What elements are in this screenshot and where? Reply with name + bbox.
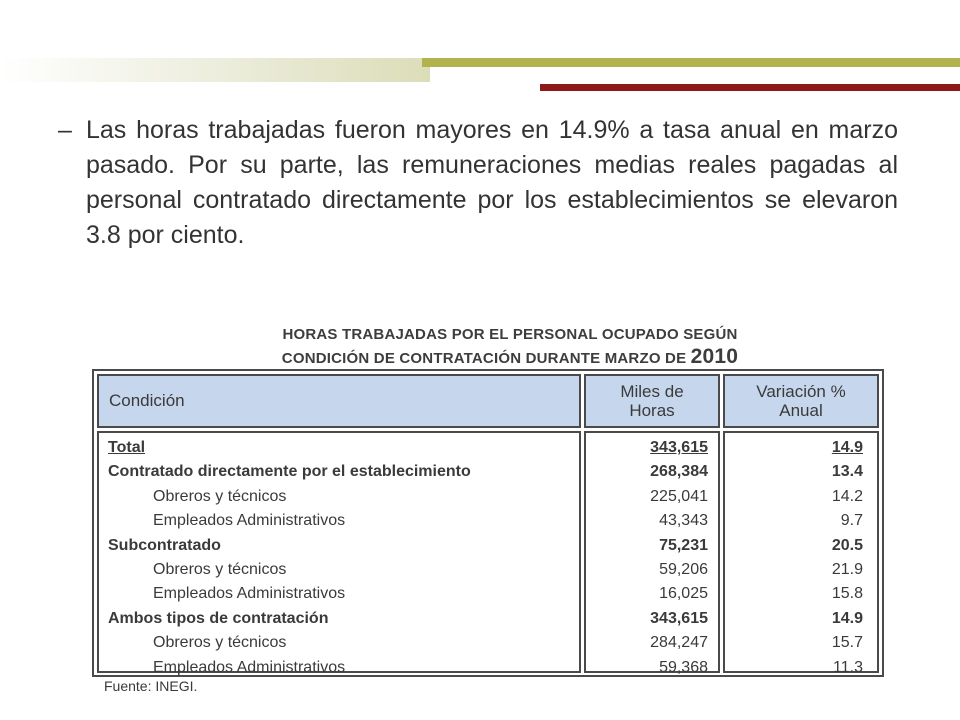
bullet-text: Las horas trabajadas fueron mayores en 14.9% a tasa anual en marzo pasado. Por su parte, las remuneraciones medias reales pagadas al personal contratado directamente por los establecimientos se elevaron 3.8 por ciento.	[86, 116, 898, 249]
row-variation: 14.9	[831, 439, 863, 456]
header-condition: Condición	[97, 374, 581, 428]
row-variation: 14.2	[831, 487, 863, 505]
table-title-line1: HORAS TRABAJADAS POR EL PERSONAL OCUPADO SEGÚN	[282, 326, 738, 343]
header-olive-bar	[422, 58, 960, 67]
row-label: Ambos tipos de contratación	[108, 609, 329, 627]
header-miles-horas	[584, 374, 720, 428]
row-label: Empleados Administrativos	[153, 585, 346, 603]
row-miles: 343,615	[650, 439, 708, 456]
row-label: Obreros y técnicos	[153, 634, 287, 652]
header-miles-line2: Horas	[629, 401, 675, 420]
row-variation: 11.3	[833, 658, 863, 676]
row-miles: 268,384	[650, 463, 708, 481]
row-label: Contratado directamente por el establecimiento	[108, 463, 471, 481]
table-title-line2	[150, 346, 870, 370]
table-title	[150, 324, 870, 370]
header-var-line2: Anual	[779, 401, 823, 420]
row-miles: 59,368	[659, 658, 708, 676]
header-var-line1: Variación %	[756, 382, 846, 401]
row-miles: 16,025	[659, 585, 708, 603]
table-title-line2-text: CONDICIÓN DE CONTRATACIÓN DURANTE MARZO DE	[281, 350, 687, 367]
row-variation: 9.7	[840, 512, 863, 530]
row-variation: 14.9	[831, 609, 863, 627]
row-variation: 15.7	[831, 634, 863, 652]
header-variacion	[723, 374, 879, 428]
row-miles: 43,343	[659, 512, 708, 530]
table-source: Fuente: INEGI.	[104, 678, 198, 694]
variation-column	[723, 431, 879, 676]
row-miles: 284,247	[650, 634, 708, 652]
row-label: Total	[108, 439, 146, 456]
miles-column	[584, 431, 720, 676]
bullet-paragraph	[58, 113, 898, 253]
row-miles: 59,206	[659, 560, 708, 578]
header-gradient-bar	[0, 58, 430, 82]
row-label: Empleados Administrativos	[153, 512, 346, 530]
row-label: Obreros y técnicos	[153, 560, 287, 578]
row-variation: 13.4	[831, 463, 863, 481]
hours-table	[92, 369, 884, 677]
row-variation: 15.8	[831, 585, 863, 603]
table-title-year: 2010	[690, 345, 739, 368]
bullet-dash: –	[58, 116, 72, 144]
row-miles: 343,615	[650, 609, 708, 627]
row-variation: 20.5	[831, 536, 863, 554]
row-label: Subcontratado	[108, 536, 221, 554]
row-miles: 225,041	[650, 487, 708, 505]
row-label: Obreros y técnicos	[153, 487, 287, 505]
header-red-bar	[540, 84, 960, 91]
row-label: Empleados Administrativos	[153, 658, 346, 676]
header-miles-line1: Miles de	[620, 382, 684, 401]
condition-column	[97, 431, 581, 676]
row-variation: 21.9	[831, 560, 863, 578]
row-miles: 75,231	[659, 536, 708, 554]
